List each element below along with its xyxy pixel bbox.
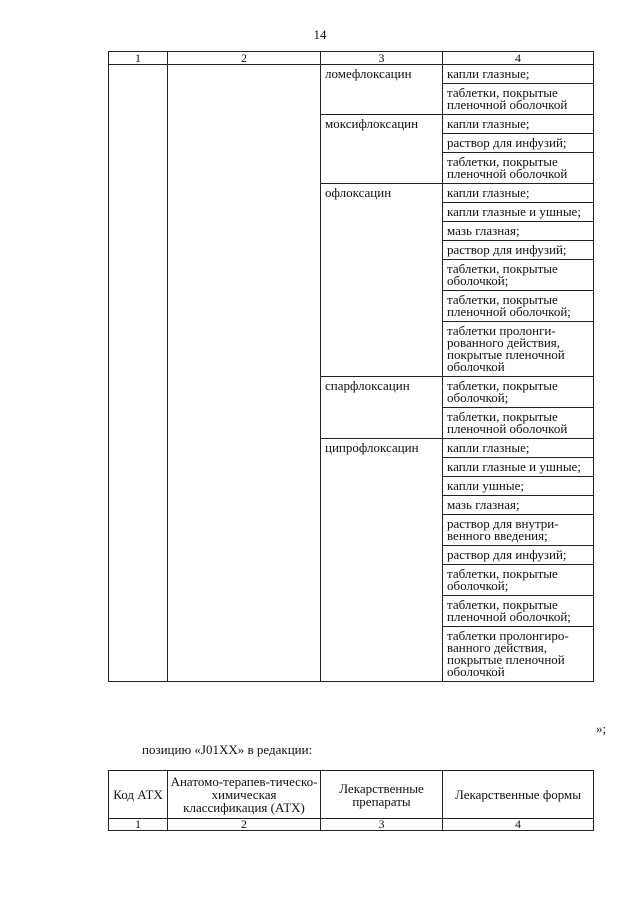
header-forms: Лекарственные формы (443, 771, 594, 819)
dosage-form: таблетки, покрытые оболочкой; (443, 259, 593, 290)
dosage-form: таблетки, покрытые пленочной оболочкой (443, 83, 593, 114)
dosage-form: таблетки, покрытые пленочной оболочкой (443, 407, 593, 438)
dosage-forms (443, 115, 594, 184)
dosage-forms (443, 184, 594, 377)
atx-code-cell (109, 65, 168, 682)
column-number-row (109, 52, 594, 65)
dosage-form: капли глазные и ушные; (443, 457, 593, 476)
header-drugs: Лекарственные препараты (321, 771, 443, 819)
dosage-form: капли глазные; (447, 440, 530, 455)
header-atx-code: Код АТХ (109, 771, 168, 819)
header-row (109, 771, 594, 819)
atx-class-cell (168, 65, 321, 682)
dosage-form: таблетки пролонгиро-ванного действия, покрытые пленочной оболочкой (443, 626, 593, 681)
dosage-form: капли глазные и ушные; (443, 202, 593, 221)
dosage-form: капли глазные; (447, 116, 530, 131)
dosage-forms (443, 377, 594, 439)
col-number: 2 (168, 819, 321, 831)
dosage-form: раствор для инфузий; (443, 545, 593, 564)
drug-name: моксифлоксацин (321, 115, 443, 184)
dosage-form: капли глазные; (447, 185, 530, 200)
page-number: 14 (313, 27, 327, 42)
dosage-form: мазь глазная; (443, 221, 593, 240)
header-table (108, 770, 594, 831)
paragraph-text: позицию «J01XX» в редакции: (142, 742, 313, 757)
dosage-form: раствор для инфузий; (443, 133, 593, 152)
drug-name: ломефлоксацин (321, 65, 443, 115)
drug-name: спарфлоксацин (321, 377, 443, 439)
drug-name: ципрофлоксацин (321, 439, 443, 682)
col-number: 4 (443, 52, 594, 65)
dosage-form: таблетки, покрытые пленочной оболочкой; (443, 595, 593, 626)
dosage-form: раствор для инфузий; (443, 240, 593, 259)
col-number: 1 (109, 819, 168, 831)
dosage-form: таблетки, покрытые оболочкой; (443, 564, 593, 595)
dosage-form: капли ушные; (443, 476, 593, 495)
drug-table (108, 51, 594, 682)
col-number: 2 (168, 52, 321, 65)
header-atx-class: Анатомо-терапев-тическо-химическая классификация (АТХ) (168, 771, 321, 819)
closing-quote: »; (596, 721, 607, 736)
dosage-form: таблетки, покрытые пленочной оболочкой (443, 152, 593, 183)
dosage-form: капли глазные; (447, 66, 530, 81)
dosage-form: мазь глазная; (443, 495, 593, 514)
col-number: 3 (321, 52, 443, 65)
col-number: 1 (109, 52, 168, 65)
dosage-form: таблетки пролонги-рованного действия, покрытые пленочной оболочкой (443, 321, 593, 376)
col-number: 3 (321, 819, 443, 831)
dosage-forms (443, 65, 594, 115)
dosage-forms (443, 439, 594, 682)
dosage-form: таблетки, покрытые оболочкой; (447, 378, 558, 405)
dosage-form: раствор для внутри-венного введения; (443, 514, 593, 545)
drug-name: офлоксацин (321, 184, 443, 377)
col-number: 4 (443, 819, 594, 831)
column-number-row (109, 819, 594, 831)
dosage-form: таблетки, покрытые пленочной оболочкой; (443, 290, 593, 321)
table-row (109, 65, 594, 115)
